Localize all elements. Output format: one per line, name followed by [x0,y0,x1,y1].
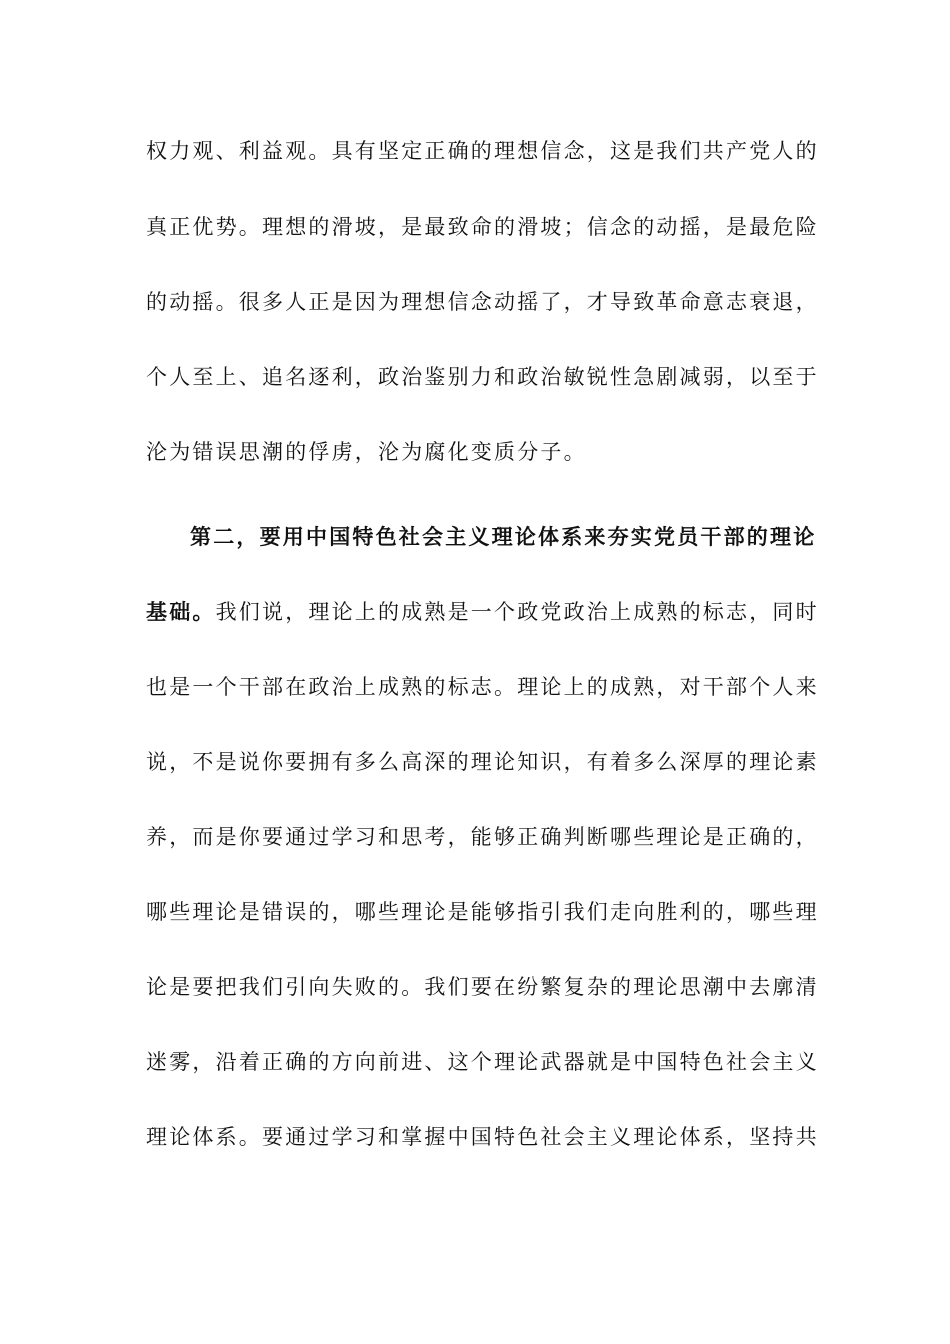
paragraph-2-line-3: 也是一个干部在政治上成熟的标志。理论上的成熟，对干部个人来 [146,675,819,699]
paragraph-2-line-2 [146,597,819,627]
paragraph-1-line-3: 的动摇。很多人正是因为理想信念动摇了，才导致革命意志衰退， [146,290,819,314]
paragraph-2-line-9: 理论体系。要通过学习和掌握中国特色社会主义理论体系，坚持共 [146,1125,819,1149]
paragraph-2-heading-bold-tail: 基础。 [146,600,216,624]
paragraph-1-line-5: 沦为错误思潮的俘虏，沦为腐化变质分子。 [146,440,587,464]
paragraph-2-line-6: 哪些理论是错误的，哪些理论是能够指引我们走向胜利的，哪些理 [146,900,819,924]
paragraph-1-line-2: 真正优势。理想的滑坡，是最致命的滑坡；信念的动摇，是最危险 [146,215,819,239]
paragraph-2-line-2-text: 我们说，理论上的成熟是一个政党政治上成熟的标志，同时 [215,600,819,624]
paragraph-2-line-7: 论是要把我们引向失败的。我们要在纷繁复杂的理论思潮中去廓清 [146,975,819,999]
paragraph-2-line-8: 迷雾，沿着正确的方向前进、这个理论武器就是中国特色社会主义 [146,1050,819,1074]
paragraph-2-line-5: 养，而是你要通过学习和思考，能够正确判断哪些理论是正确的， [146,825,819,849]
paragraph-1-line-1: 权力观、利益观。具有坚定正确的理想信念，这是我们共产党人的 [146,139,819,163]
paragraph-1-line-4: 个人至上、追名逐利，政治鉴别力和政治敏锐性急剧减弱，以至于 [146,365,819,389]
paragraph-2-line-4: 说，不是说你要拥有多么高深的理论知识，有着多么深厚的理论素 [146,750,819,774]
paragraph-2-heading-line-1: 第二，要用中国特色社会主义理论体系来夯实党员干部的理论 [190,525,817,549]
